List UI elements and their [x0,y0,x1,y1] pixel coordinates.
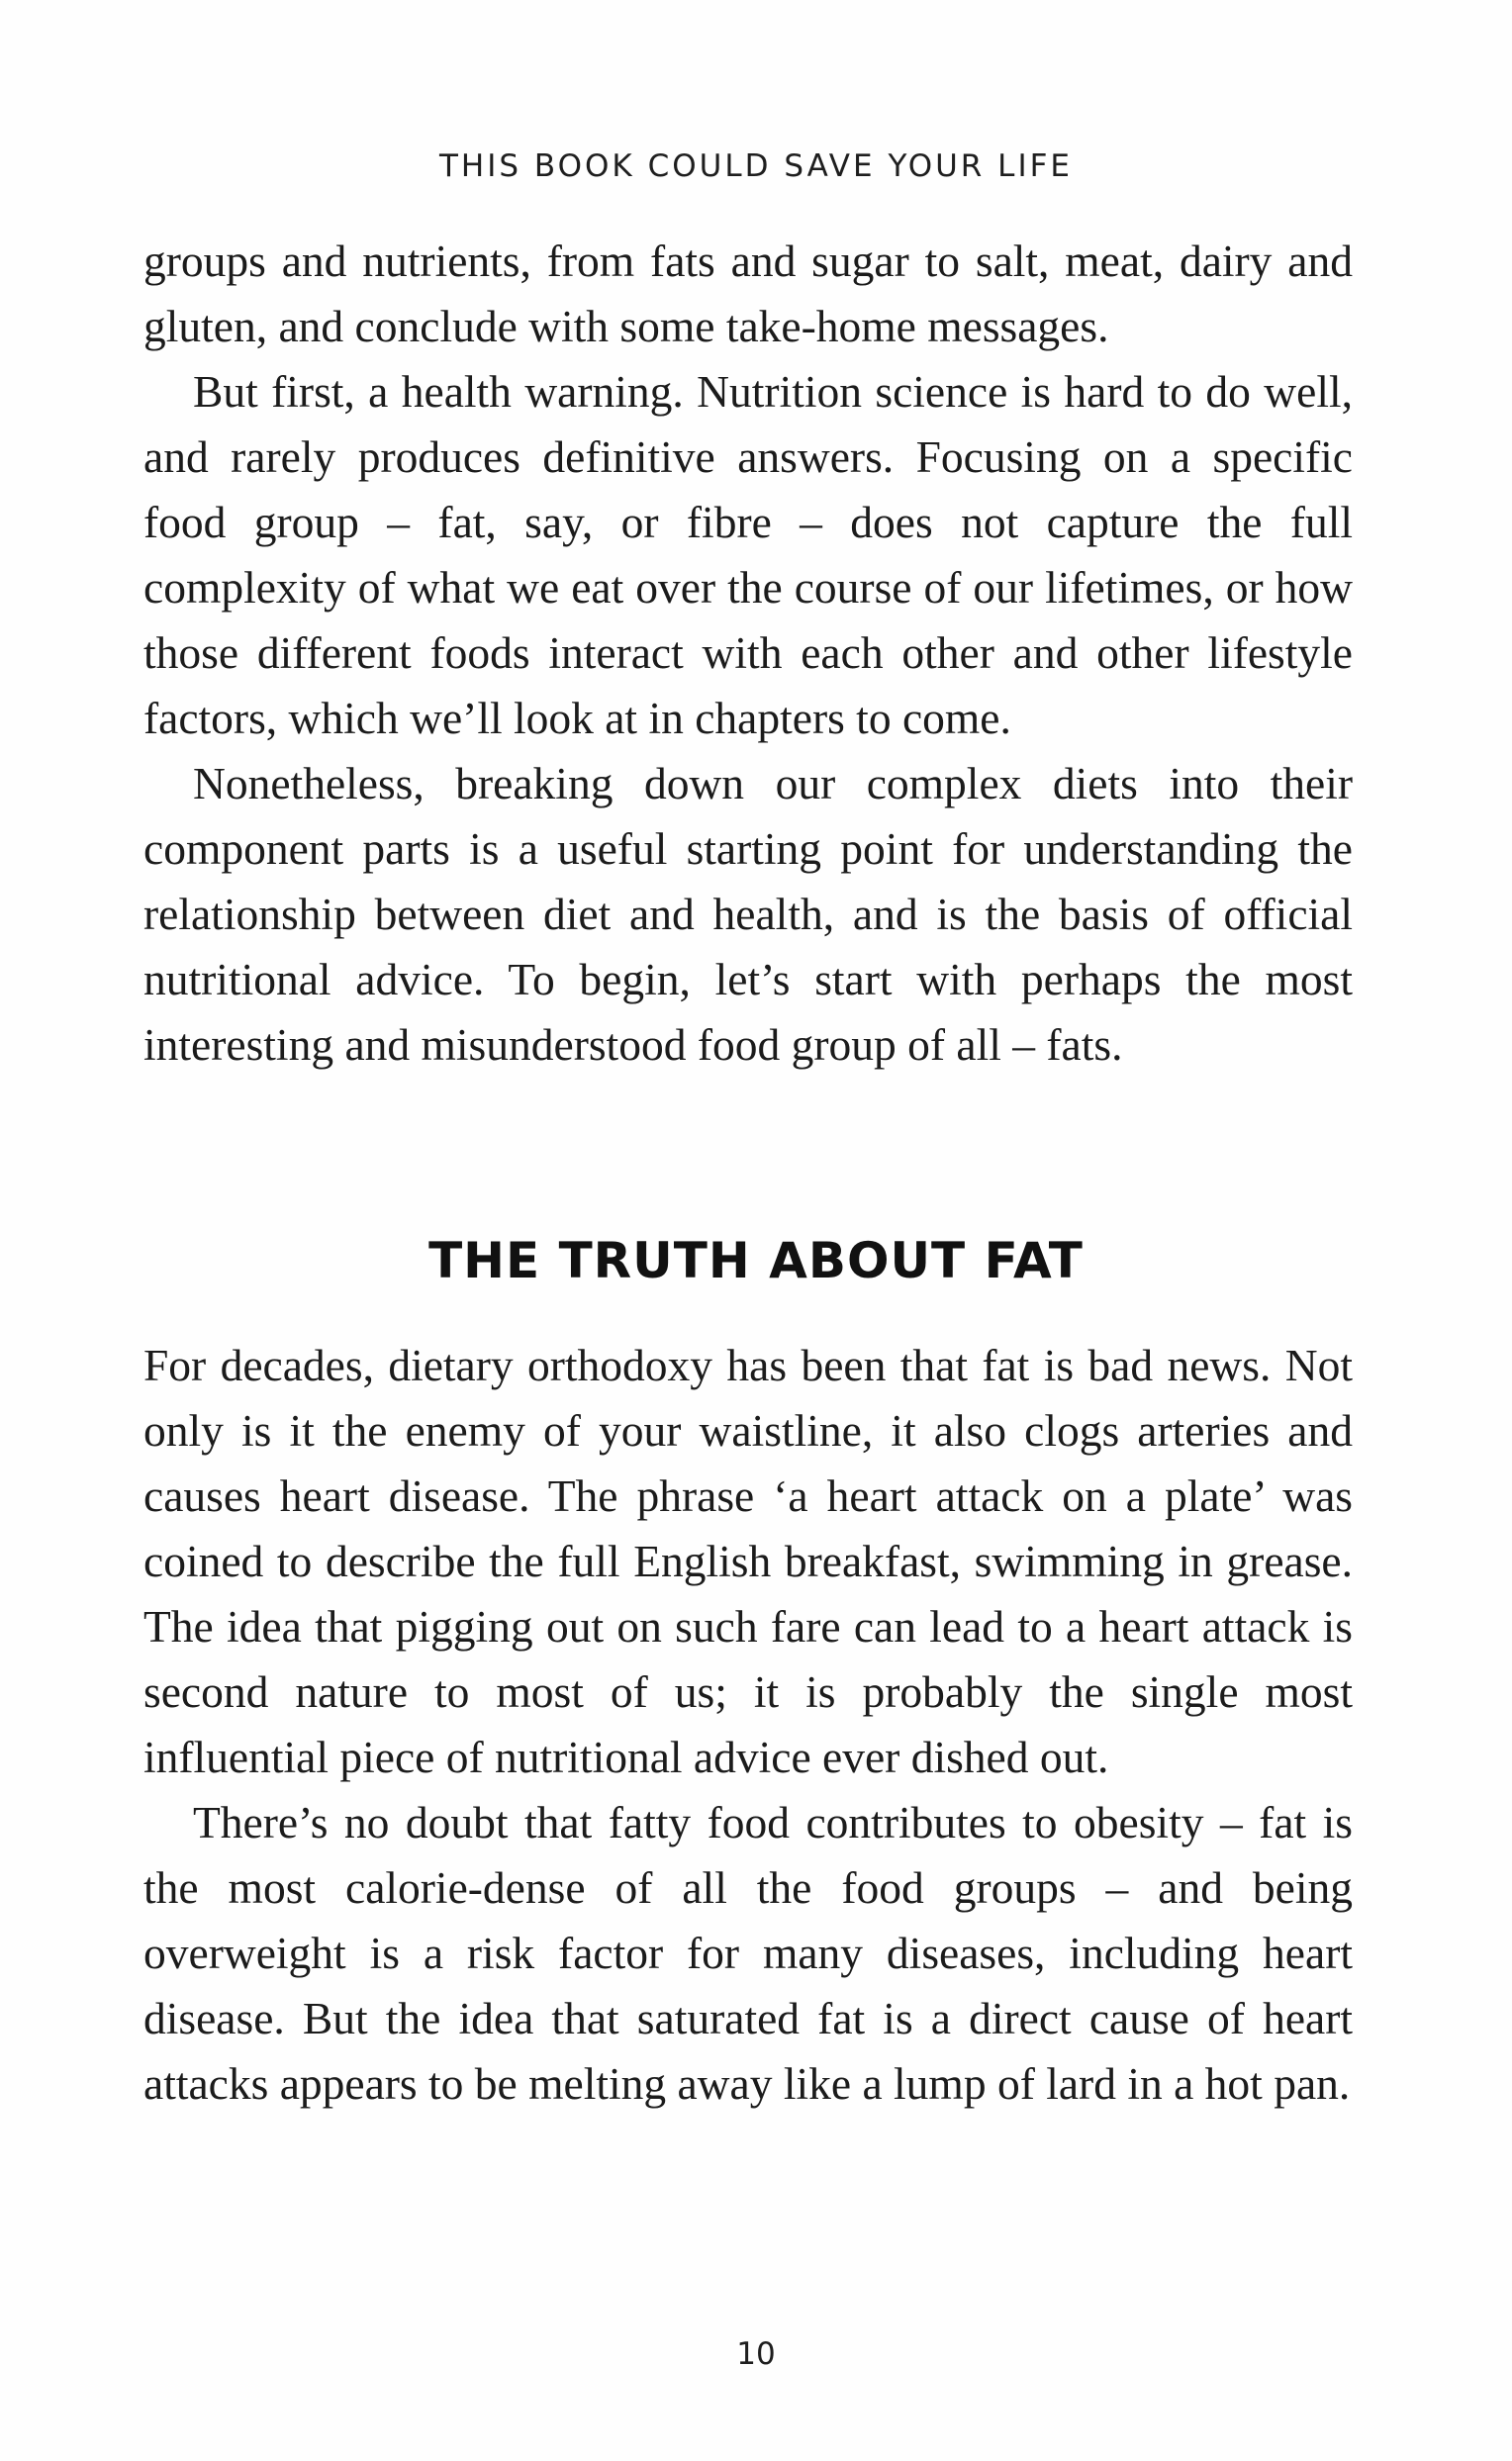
running-head: THIS BOOK COULD SAVE YOUR LIFE [438,148,1074,184]
paragraph-no-doubt: There’s no doubt that fatty food contributes to obesity – fat is the most calorie-dense of all the food groups – and being overweight is a risk factor for many diseases, including heart disease. But the idea that saturated fat is a direct cause of heart attacks appears to be melting away like a lump of lard in a hot pan. [143,1797,1353,2109]
body-text-bottom [143,1333,1353,2117]
paragraph-continuation: groups and nutrients, from fats and sugar to salt, meat, dairy and gluten, and conclude with some take-home messages. [143,236,1353,351]
paragraph-nonetheless: Nonetheless, breaking down our complex diets into their component parts is a useful starting point for understanding the relationship between diet and health, and is the basis of official nutritional advice. To begin, let’s start with perhaps the most interesting and misunderstood food group of all – fats. [143,758,1353,1070]
section-heading: THE TRUTH ABOUT FAT [428,1232,1084,1289]
paragraph-health-warning: But first, a health warning. Nutrition science is hard to do well, and rarely produces definitive answers. Focusing on a specific food group – fat, say, or fibre – does not capture the full complexity of what we eat over the course of our lifetimes, or how those different foods interact with each other and other lifestyle factors, which we’ll look at in chapters to come. [143,366,1353,743]
page-number: 10 [736,2336,776,2372]
body-text-top [143,229,1353,1078]
paragraph-for-decades: For decades, dietary orthodoxy has been that fat is bad news. Not only is it the enemy of your waistline, it also clogs arteries and causes heart disease. The phrase ‘a heart attack on a plate’ was coined to describe the full English breakfast, swimming in grease. The idea that pigging out on such fare can lead to a heart attack is second nature to most of us; it is probably the single most influential piece of nutritional advice ever dished out. [143,1340,1353,1782]
